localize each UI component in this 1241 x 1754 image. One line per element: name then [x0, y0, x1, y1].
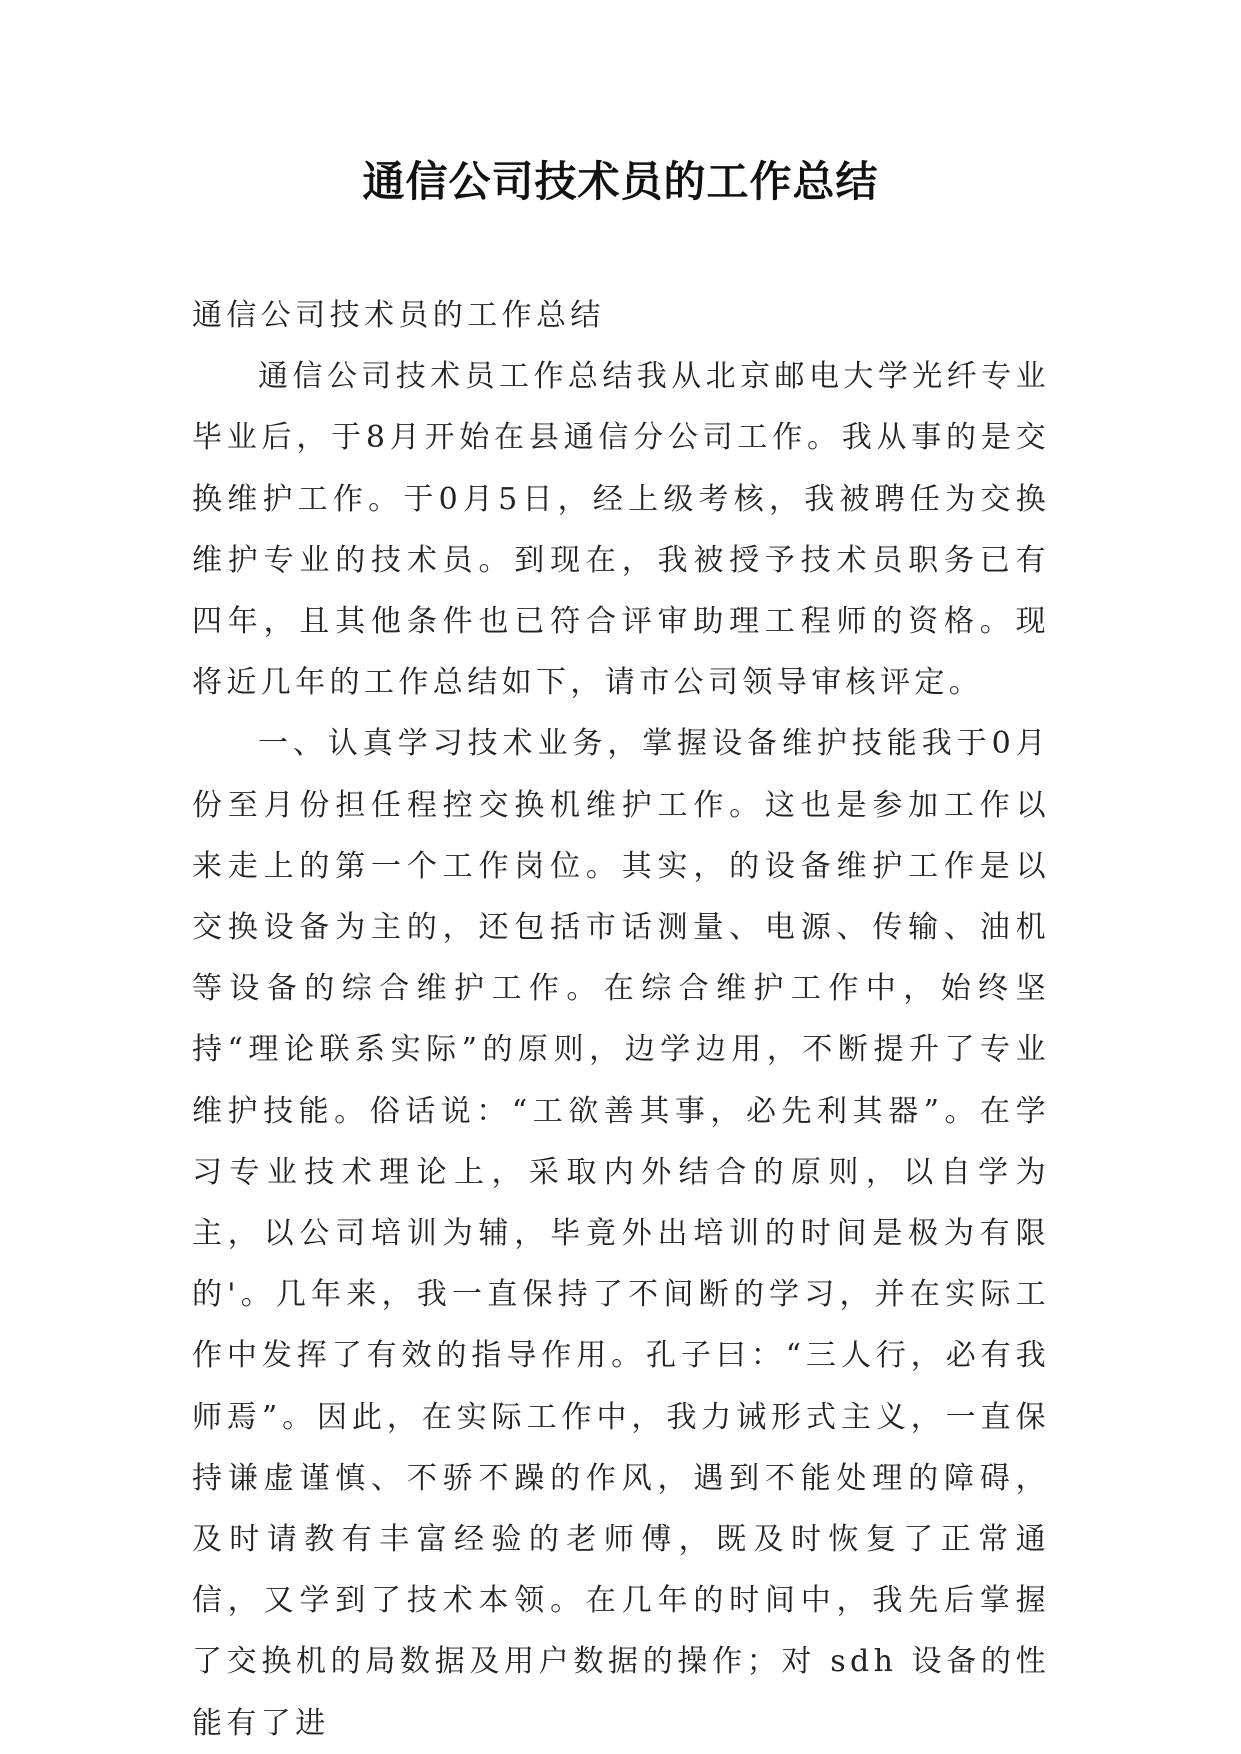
paragraph-section-one: 一、认真学习技术业务，掌握设备维护技能我于0月份至月份担任程控交换机维护工作。这也是参加工作以来走上的第一个工作岗位。其实，的设备维护工作是以交换设备为主的，还包括市话测量、电源、传输、油机等设备的综合维护工作。在综合维护工作中，始终坚持“理论联系实际”的原则，边学边用，不断提升了专业维护技能。俗话说：“工欲善其事，必先利其器”。在学习专业技术理论上，采取内外结合的原则，以自学为主，以公司培训为辅，毕竟外出培训的时间是极为有限的'。几年来，我一直保持了不间断的学习，并在实际工作中发挥了有效的指导作用。孔子曰：“三人行，必有我师焉”。因此，在实际工作中，我力诫形式主义，一直保持谦虚谨慎、不骄不躁的作风，遇到不能处理的障碍，及时请教有丰富经验的老师傅，既及时恢复了正常通信，又学到了技术本领。在几年的时间中，我先后掌握了交换机的局数据及用户数据的操作；对 sdh 设备的性能有了进: [192, 726, 1050, 1741]
paragraph-intro: 通信公司技术员工作总结我从北京邮电大学光纤专业毕业后，于8月开始在县通信分公司工作。我从事的是交换维护工作。于0月5日，经上级考核，我被聘任为交换维护专业的技术员。到现在，我被授予技术员职务已有四年，且其他条件也已符合评审助理工程师的资格。现将近几年的工作总结如下，请市公司领导审核评定。: [192, 359, 1050, 701]
document-body: [192, 285, 1050, 1754]
document-subtitle: 通信公司技术员的工作总结: [192, 298, 605, 333]
document-title: 通信公司技术员的工作总结: [362, 157, 879, 206]
